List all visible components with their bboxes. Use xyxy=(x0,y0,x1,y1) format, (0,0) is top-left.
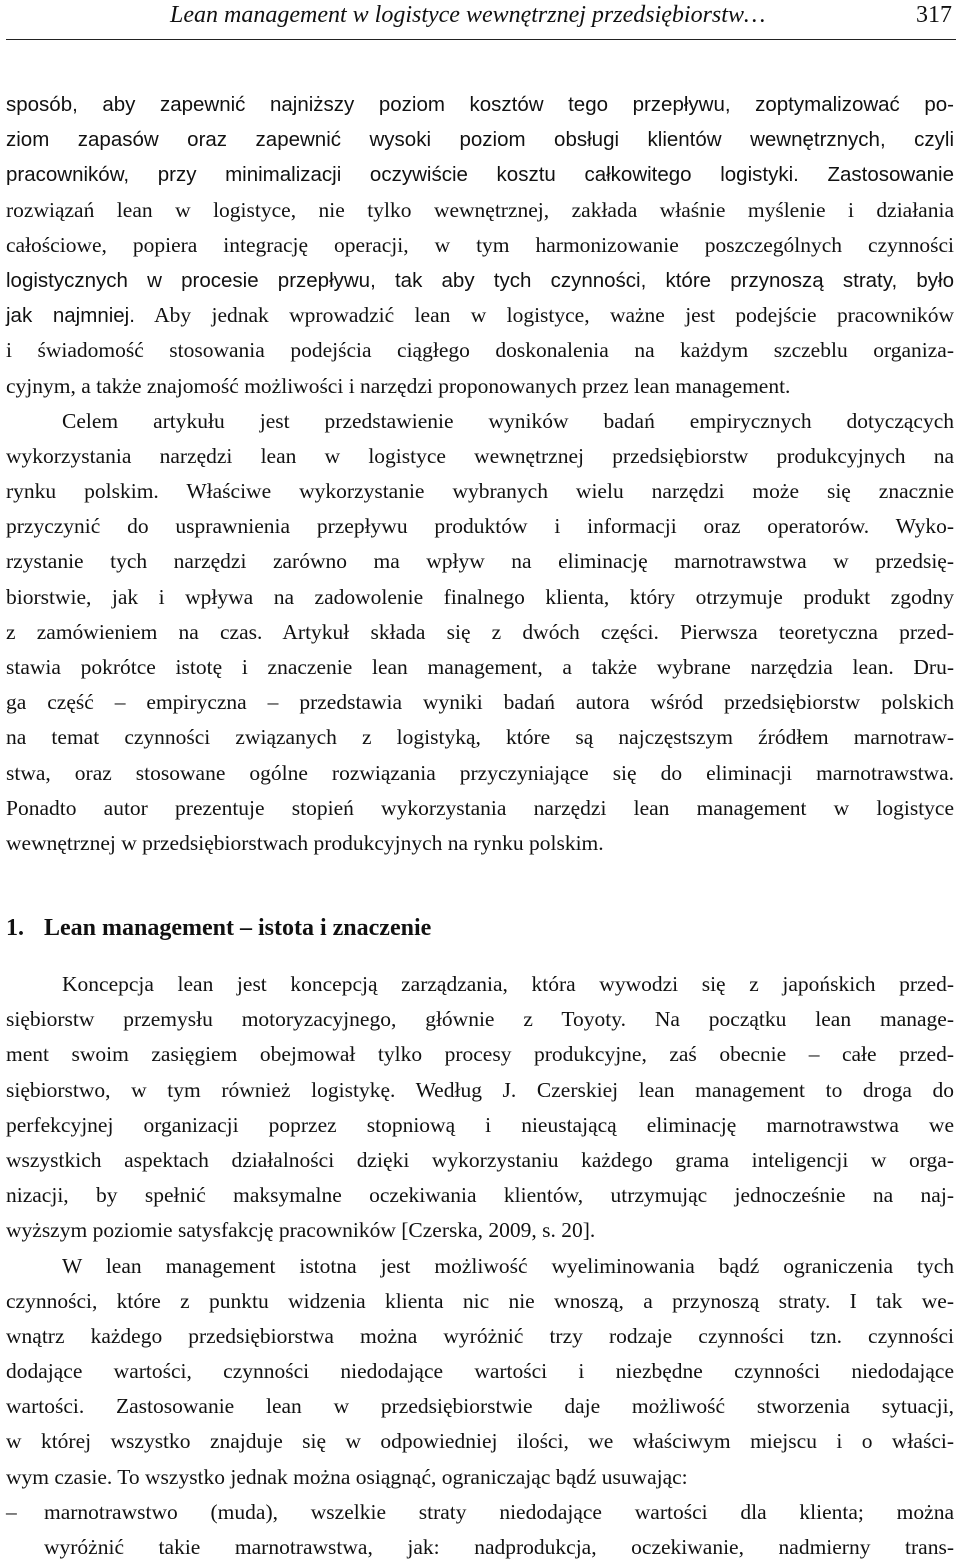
text-line: wykorzystania narzędzi lean w logistyce wewnętrznej przedsiębiorstw produkcyjnych na xyxy=(6,443,954,468)
text-line xyxy=(6,298,954,333)
intro-paragraph xyxy=(6,87,954,861)
text-run: Aby jednak wprowadzić lean w logistyce, ważne jest podejście pracowników xyxy=(134,303,954,328)
text-line: rynku polskim. Właściwe wykorzystanie wybranych wielu narzędzi może się znacznie xyxy=(6,479,954,504)
page-number: 317 xyxy=(916,2,952,28)
running-title: Lean management w logistyce wewnętrznej przedsiębiorstw… xyxy=(170,2,766,28)
text-run: jak najmniej. xyxy=(6,304,135,328)
text-line: wym czasie. To wszystko jednak można osiągnąć, ograniczając bądź usuwając: xyxy=(6,1464,688,1489)
running-header xyxy=(0,0,960,40)
text-run: Zastosowanie xyxy=(798,163,954,187)
bullet-continuation: wyróżnić takie marnotrawstwa, jak: nadprodukcja, oczekiwanie, nadmierny trans- xyxy=(44,1535,954,1559)
section-heading xyxy=(6,908,431,948)
text-line: na temat czynności związanych z logistyką, które są najczęstszym źródłem marnotraw- xyxy=(6,725,954,750)
text-line: wszystkich aspektach działalności dzięki wykorzystaniu każdego grama inteligencji w orga- xyxy=(6,1147,954,1172)
header-rule xyxy=(6,39,956,40)
section-body xyxy=(6,967,954,1565)
text-line: z zamówieniem na czas. Artykuł składa się z dwóch części. Pierwsza teoretyczna przed- xyxy=(6,619,954,644)
text-line: logistycznych w procesie przepływu, tak aby tych czynności, które przynoszą straty, było xyxy=(6,268,954,292)
text-line: stawia pokrótce istotę i znaczenie lean management, a także wybrane narzędzia lean. Dru- xyxy=(6,655,954,679)
text-line: w której wszystko znajduje się w odpowiedniej ilości, we właściwym miejscu i o właści- xyxy=(6,1429,954,1454)
bullet-marker: – xyxy=(6,1499,17,1524)
text-line: dodające wartości, czynności niedodające wartości i niezbędne czynności niedodające xyxy=(6,1359,954,1384)
section-title: Lean management – istota i znaczenie xyxy=(44,915,432,941)
text-line: Ponadto autor prezentuje stopień wykorzystania narzędzi lean management w logistyce xyxy=(6,795,954,820)
text-line: sposób, aby zapewnić najniższy poziom kosztów tego przepływu, zoptymalizować po- xyxy=(6,93,954,116)
text-line: siębiorstw przemysłu motoryzacyjnego, głównie z Toyoty. Na początku lean manage- xyxy=(6,1007,954,1032)
text-line: wewnętrznej w przedsiębiorstwach produkcyjnych na rynku polskim. xyxy=(6,830,604,855)
text-line: wnątrz każdego przedsiębiorstwa można wyróżnić trzy rodzaje czynności tzn. czynności xyxy=(6,1323,954,1348)
text-line: Koncepcja lean jest koncepcją zarządzania, która wywodzi się z japońskich przed- xyxy=(62,972,954,996)
text-line: perfekcyjnej organizacji poprzez stopniową i nieustającą eliminację marnotrawstwa we xyxy=(6,1112,954,1137)
text-line: ga część – empiryczna – przedstawia wyniki badań autora wśród przedsiębiorstw polskich xyxy=(6,690,954,715)
text-line: ziom zapasów oraz zapewnić wysoki poziom obsługi klientów wewnętrznych, czyli xyxy=(6,128,954,152)
text-line xyxy=(6,157,954,192)
text-line: i świadomość stosowania podejścia ciągłego doskonalenia na każdym szczeblu organiza- xyxy=(6,338,954,363)
text-line: cyjnym, a także znajomość możliwości i narzędzi proponowanych przez lean management. xyxy=(6,373,791,398)
text-line: stwa, oraz stosowane ogólne rozwiązania przyczyniające się do eliminacji marnotrawstwa. xyxy=(6,760,954,785)
text-line: nizacji, by spełnić maksymalne oczekiwania klientów, utrzymując jednocześnie na naj- xyxy=(6,1183,954,1208)
text-line: wartości. Zastosowanie lean w przedsiębiorstwie daje możliwość stworzenia sytuacji, xyxy=(6,1394,954,1419)
text-line: biorstwie, jak i wpływa na zadowolenie finalnego klienta, który otrzymuje produkt zgodny xyxy=(6,584,954,609)
text-line: czynności, które z punktu widzenia klienta nic nie wnoszą, a przynoszą straty. I tak we- xyxy=(6,1288,954,1313)
text-line: Celem artykułu jest przedstawienie wyników badań empirycznych dotyczących xyxy=(62,408,954,433)
text-line: wyższym poziomie satysfakcję pracowników [Czerska, 2009, s. 20]. xyxy=(6,1218,596,1243)
text-line: rzystanie tych narzędzi zarówno ma wpływ na eliminację marnotrawstwa w przedsię- xyxy=(6,549,954,574)
text-line: ment swoim zasięgiem obejmował tylko procesy produkcyjne, zaś obecnie – całe przed- xyxy=(6,1042,954,1067)
text-line: siębiorstwo, w tym również logistykę. Według J. Czerskiej lean management to droga do xyxy=(6,1077,954,1102)
text-line: W lean management istotna jest możliwość wyeliminowania bądź ograniczenia tych xyxy=(62,1253,954,1278)
bullet-text: marnotrawstwo (muda), wszelkie straty niedodające wartości dla klienta; można xyxy=(44,1499,954,1524)
section-number: 1. xyxy=(6,915,24,941)
text-line: przyczynić do usprawnienia przepływu produktów i informacji oraz operatorów. Wyko- xyxy=(6,514,954,539)
text-run: pracowników, przy minimalizacji oczywiście kosztu całkowitego logistyki. xyxy=(6,163,799,187)
bullet-item xyxy=(6,1495,954,1530)
text-line: całościowe, popiera integrację operacji, w tym harmonizowanie poszczególnych czynności xyxy=(6,232,954,257)
text-line: rozwiązań lean w logistyce, nie tylko wewnętrznej, zakłada właśnie myślenie i działania xyxy=(6,197,954,222)
